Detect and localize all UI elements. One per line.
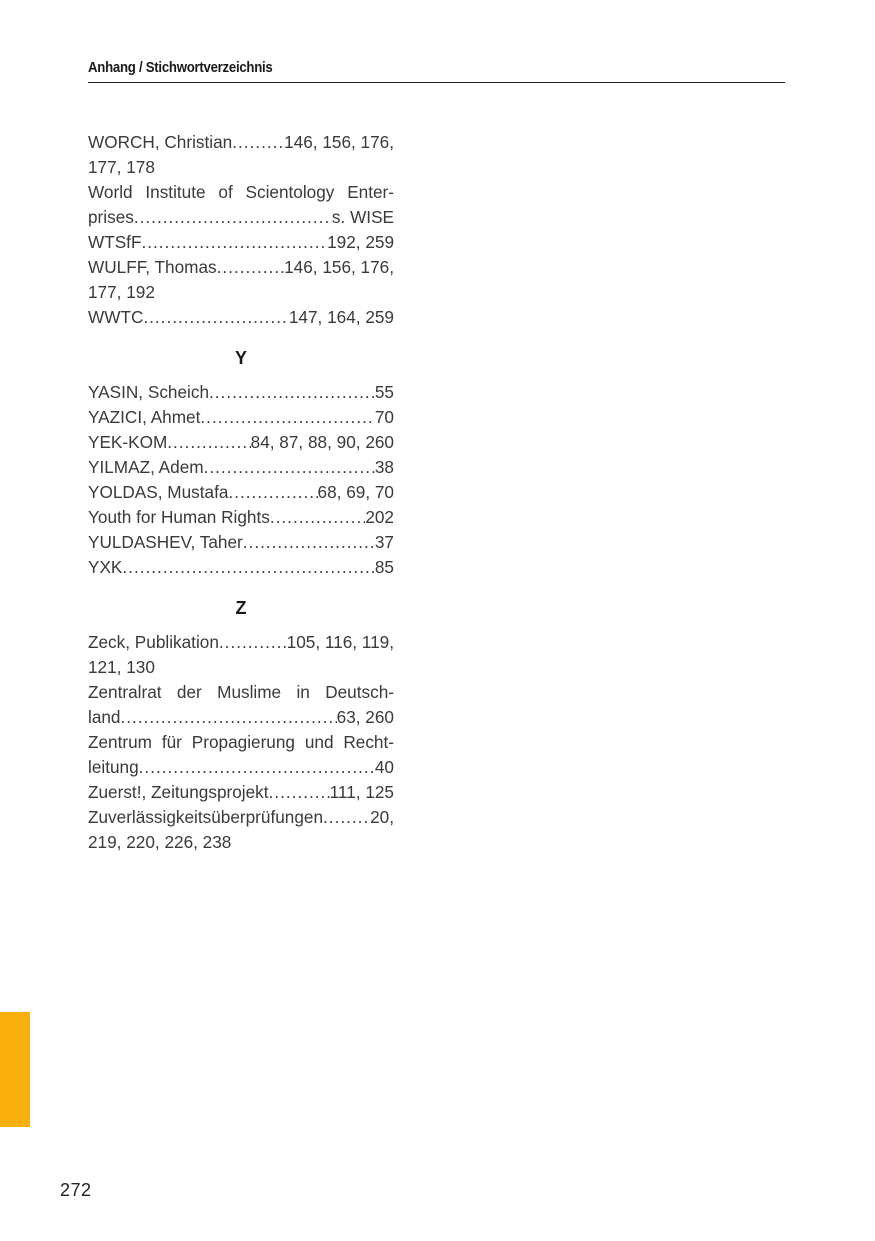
leader-dots xyxy=(217,255,284,280)
entry-pages: s. WISE xyxy=(331,207,394,227)
entry-term: YASIN, Scheich xyxy=(88,382,209,402)
entry-term-line: Zentralrat der Muslime in Deutsch- xyxy=(88,682,394,702)
index-entry xyxy=(88,780,394,805)
index-entry xyxy=(88,430,394,455)
entry-term: WTSfF xyxy=(88,232,142,252)
leader-dots xyxy=(219,630,287,655)
index-entry xyxy=(88,305,394,330)
leader-dots xyxy=(139,755,375,780)
index-entry xyxy=(88,555,394,580)
leader-dots xyxy=(134,205,332,230)
entry-term: Zuerst!, Zeitungsprojekt xyxy=(88,782,269,802)
entry-term: YXK xyxy=(88,557,123,577)
entry-term: WORCH, Christian xyxy=(88,132,233,152)
entry-term: Zeck, Publikation xyxy=(88,632,219,652)
entry-pages: 202 xyxy=(365,507,394,527)
leader-dots xyxy=(122,555,374,580)
entry-term: WWTC xyxy=(88,307,144,327)
entry-pages: 146, 156, 176, xyxy=(284,132,394,152)
leader-dots xyxy=(243,530,375,555)
index-entry xyxy=(88,130,394,180)
leader-dots xyxy=(269,780,330,805)
leader-dots xyxy=(228,480,317,505)
leader-dots xyxy=(200,405,374,430)
index-section-y xyxy=(88,346,394,580)
entry-term: Youth for Human Rights xyxy=(88,507,270,527)
entry-pages: 68, 69, 70 xyxy=(317,482,394,502)
leader-dots xyxy=(323,805,370,830)
index-entry xyxy=(88,630,394,680)
entry-term-line: World Institute of Scientology Enter- xyxy=(88,182,394,202)
entry-pages: 38 xyxy=(374,457,394,477)
entry-pages: 20, xyxy=(370,807,394,827)
entry-term: Zuverlässigkeitsüberprüfungen xyxy=(88,807,324,827)
entry-pages: 37 xyxy=(374,532,394,552)
entry-term: land xyxy=(88,707,121,727)
entry-term: YAZICI, Ahmet xyxy=(88,407,201,427)
entry-pages: 146, 156, 176, xyxy=(284,257,394,277)
entry-pages: 111, 125 xyxy=(329,782,394,802)
entry-pages: 147, 164, 259 xyxy=(288,307,394,327)
entry-pages: 105, 116, 119, xyxy=(286,632,394,652)
index-section-w xyxy=(88,130,394,330)
entry-pages-continued: 121, 130 xyxy=(88,657,155,677)
entry-pages: 55 xyxy=(374,382,394,402)
leader-dots xyxy=(141,230,327,255)
entry-term-line: Zentrum für Propagierung und Recht- xyxy=(88,732,394,752)
entry-pages: 85 xyxy=(374,557,394,577)
section-letter-heading: Y xyxy=(234,348,247,368)
chapter-color-tab xyxy=(0,1012,30,1127)
entry-pages: 40 xyxy=(374,757,394,777)
index-entry xyxy=(88,405,394,430)
entry-pages: 84, 87, 88, 90, 260 xyxy=(250,432,394,452)
entry-pages: 63, 260 xyxy=(336,707,394,727)
index-entry xyxy=(88,805,394,855)
index-entry xyxy=(88,680,394,730)
index-entry xyxy=(88,480,394,505)
entry-term: YILMAZ, Adem xyxy=(88,457,204,477)
header-rule xyxy=(88,82,785,83)
leader-dots xyxy=(270,505,365,530)
leader-dots xyxy=(204,455,375,480)
leader-dots xyxy=(143,305,289,330)
index-entry xyxy=(88,230,394,255)
entry-term: WULFF, Thomas xyxy=(88,257,217,277)
index-entry xyxy=(88,255,394,305)
entry-pages: 70 xyxy=(374,407,394,427)
entry-term: prises xyxy=(88,207,134,227)
running-head: Anhang / Stichwortverzeichnis xyxy=(88,59,273,76)
entry-pages-continued: 219, 220, 226, 238 xyxy=(88,832,232,852)
leader-dots xyxy=(167,430,250,455)
index-section-z xyxy=(88,596,394,855)
leader-dots xyxy=(232,130,284,155)
entry-term: YEK-KOM xyxy=(88,432,168,452)
index-entry xyxy=(88,505,394,530)
index-column xyxy=(88,130,394,855)
index-entry xyxy=(88,730,394,780)
index-entry xyxy=(88,180,394,230)
index-entry xyxy=(88,530,394,555)
entry-pages-continued: 177, 192 xyxy=(88,282,155,302)
page-number: 272 xyxy=(60,1180,92,1200)
leader-dots xyxy=(121,705,337,730)
index-entry xyxy=(88,455,394,480)
entry-term: YOLDAS, Mustafa xyxy=(88,482,229,502)
entry-term: YULDASHEV, Taher xyxy=(88,532,243,552)
leader-dots xyxy=(209,380,375,405)
section-letter-heading: Z xyxy=(235,598,247,618)
entry-pages: 192, 259 xyxy=(327,232,394,252)
index-entry xyxy=(88,380,394,405)
entry-term: leitung xyxy=(88,757,139,777)
entry-pages-continued: 177, 178 xyxy=(88,157,155,177)
